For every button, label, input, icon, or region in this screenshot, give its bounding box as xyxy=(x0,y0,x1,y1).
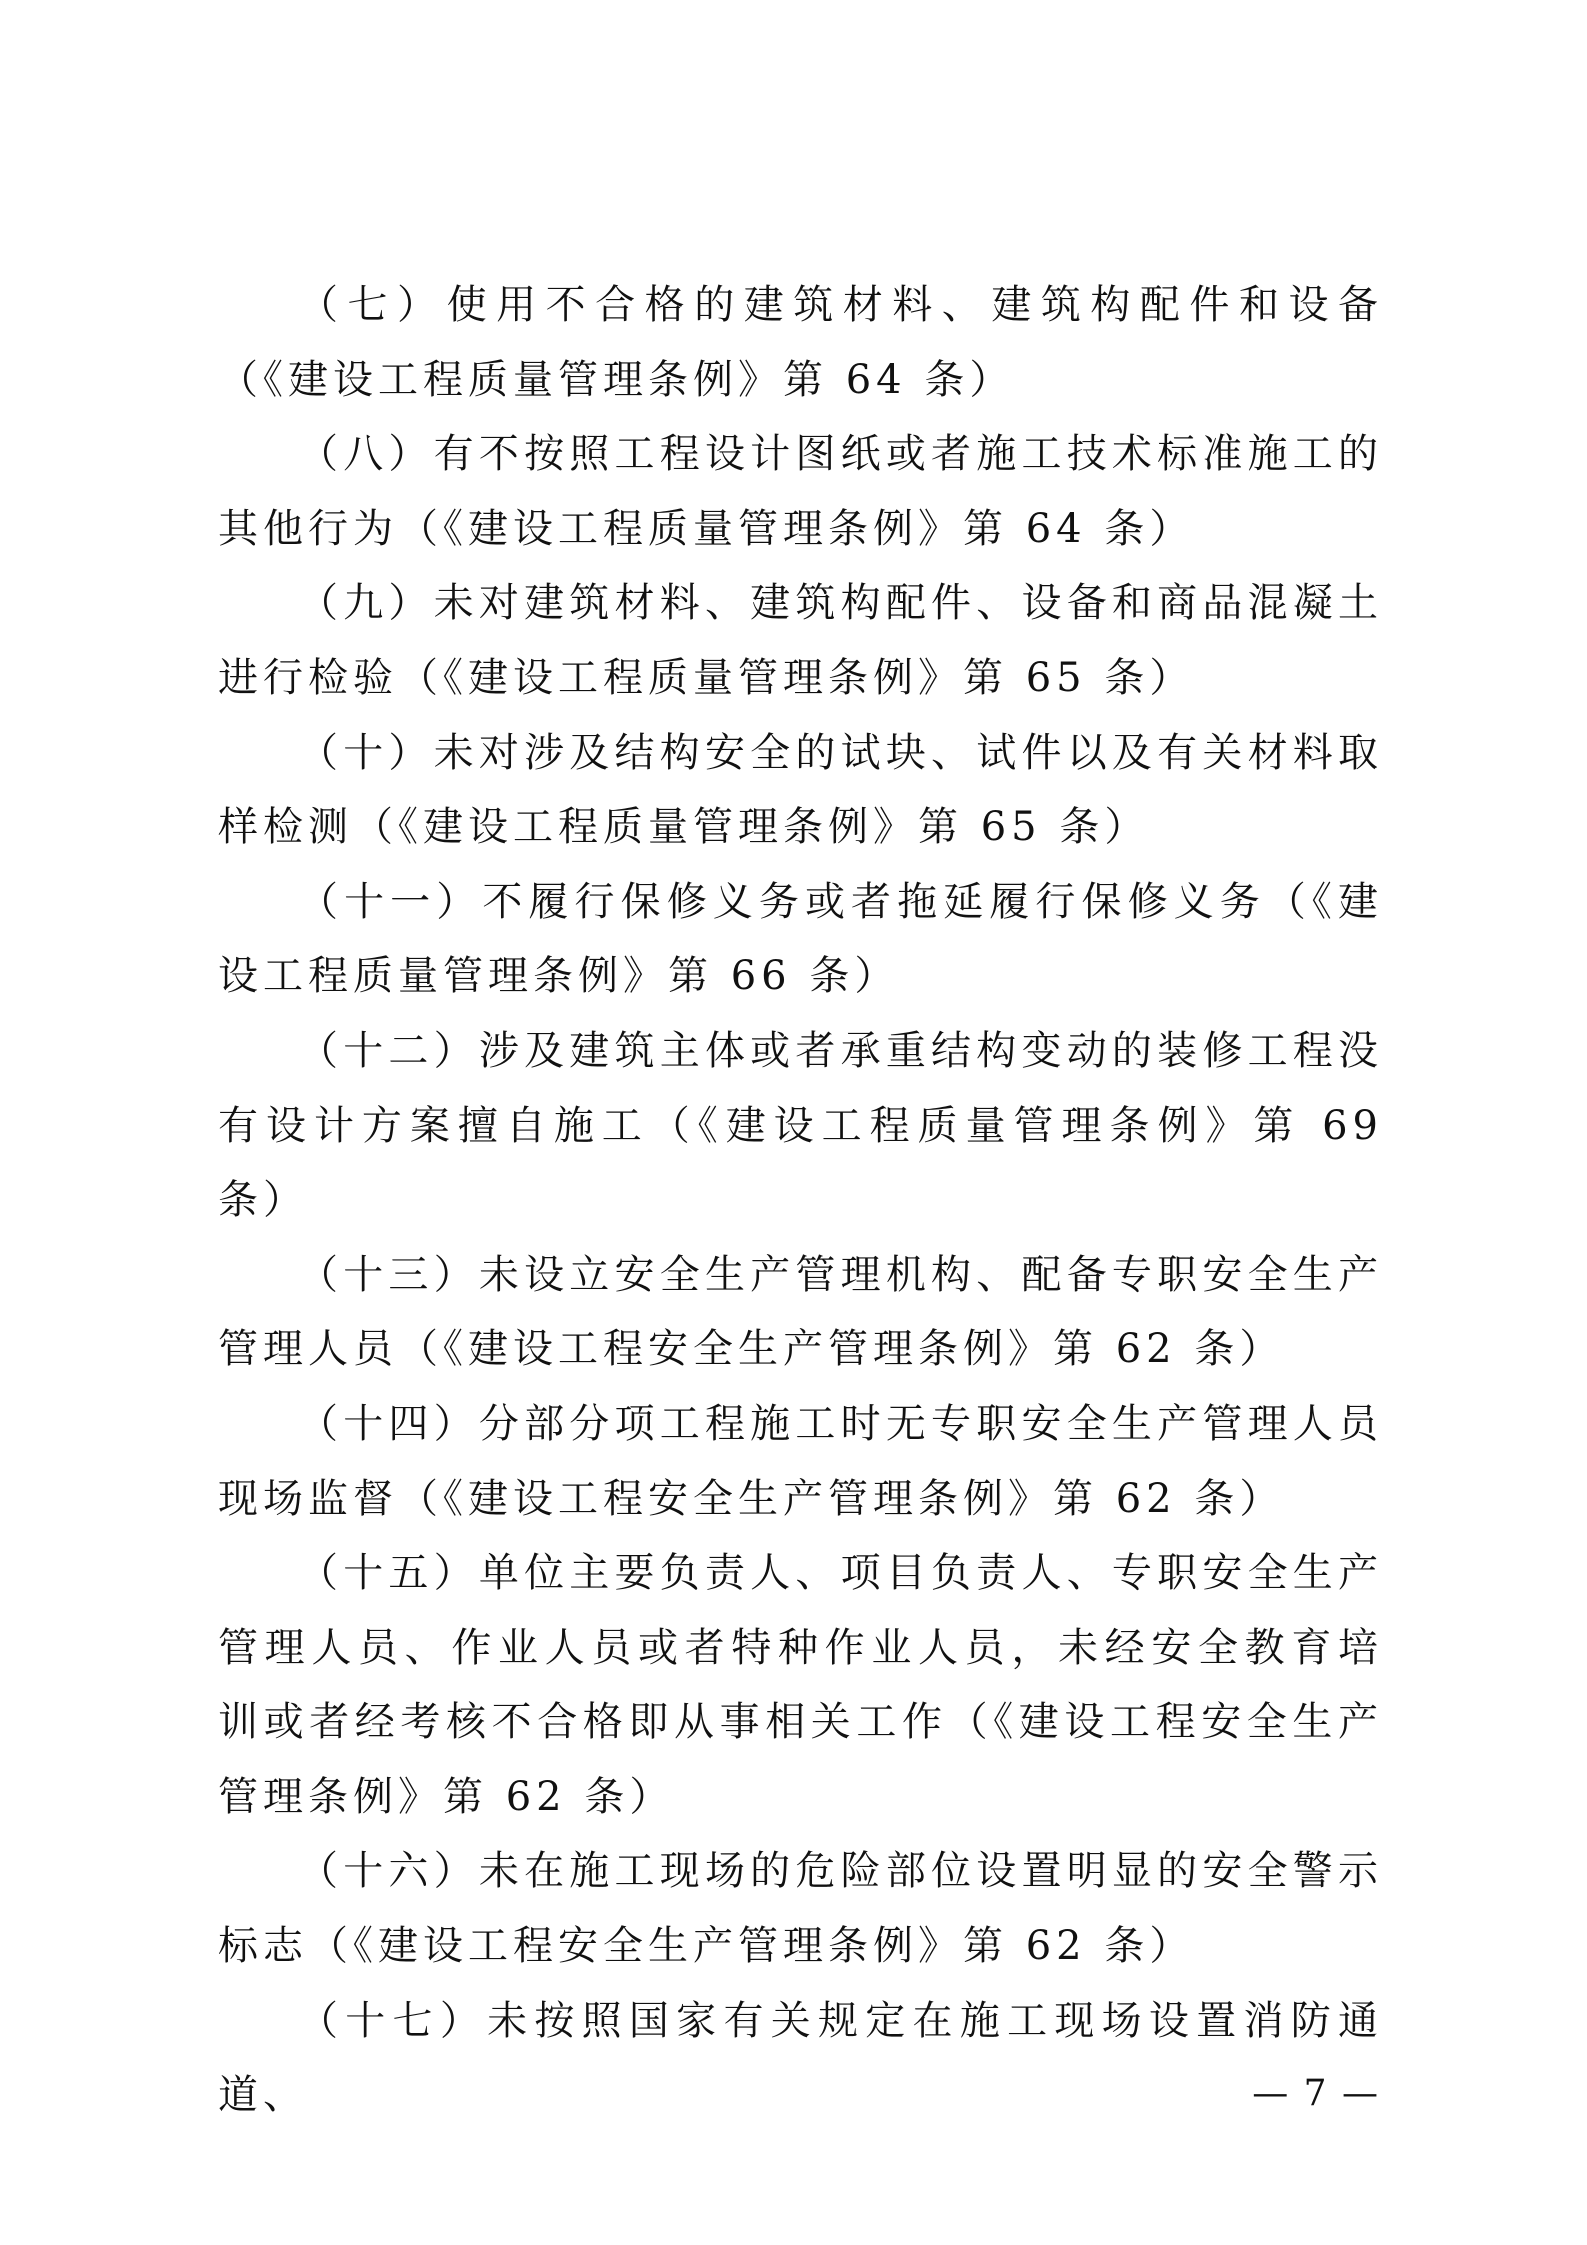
paragraph-item-15: （十五）单位主要负责人、项目负责人、专职安全生产管理人员、作业人员或者特种作业人员，未经安全教育培训或者经考核不合格即从事相关工作（《建设工程安全生产管理条例》第 62 条） xyxy=(218,1550,1383,1820)
page-number: — 7 — xyxy=(1252,2073,1380,2114)
paragraph-item-9: （九）未对建筑材料、建筑构配件、设备和商品混凝土进行检验（《建设工程质量管理条例》第 65 条） xyxy=(218,580,1383,701)
paragraph-item-10: （十）未对涉及结构安全的试块、试件以及有关材料取样检测（《建设工程质量管理条例》第 65 条） xyxy=(218,729,1383,851)
paragraph-item-17: （十七）未按照国家有关规定在施工现场设置消防通道、 xyxy=(218,1997,1383,2119)
paragraph-item-12: （十二）涉及建筑主体或者承重结构变动的装修工程没有设计方案擅自施工（《建设工程质量管理条例》第 69 条） xyxy=(218,1027,1383,1224)
paragraph-item-13: （十三）未设立安全生产管理机构、配备专职安全生产管理人员（《建设工程安全生产管理条例》第 62 条） xyxy=(218,1251,1383,1373)
paragraph-item-16: （十六）未在施工现场的危险部位设置明显的安全警示标志（《建设工程安全生产管理条例》第 62 条） xyxy=(218,1848,1383,1970)
paragraph-item-14: （十四）分部分项工程施工时无专职安全生产管理人员现场监督（《建设工程安全生产管理条例》第 62 条） xyxy=(218,1400,1383,1522)
paragraph-item-7: （七）使用不合格的建筑材料、建筑构配件和设备（《建设工程质量管理条例》第 64 条） xyxy=(218,282,1383,403)
body-text xyxy=(218,268,1383,2133)
paragraph-item-8: （八）有不按照工程设计图纸或者施工技术标准施工的其他行为（《建设工程质量管理条例》第 64 条） xyxy=(218,431,1383,552)
paragraph-item-11: （十一）不履行保修义务或者拖延履行保修义务（《建设工程质量管理条例》第 66 条） xyxy=(218,878,1383,1000)
